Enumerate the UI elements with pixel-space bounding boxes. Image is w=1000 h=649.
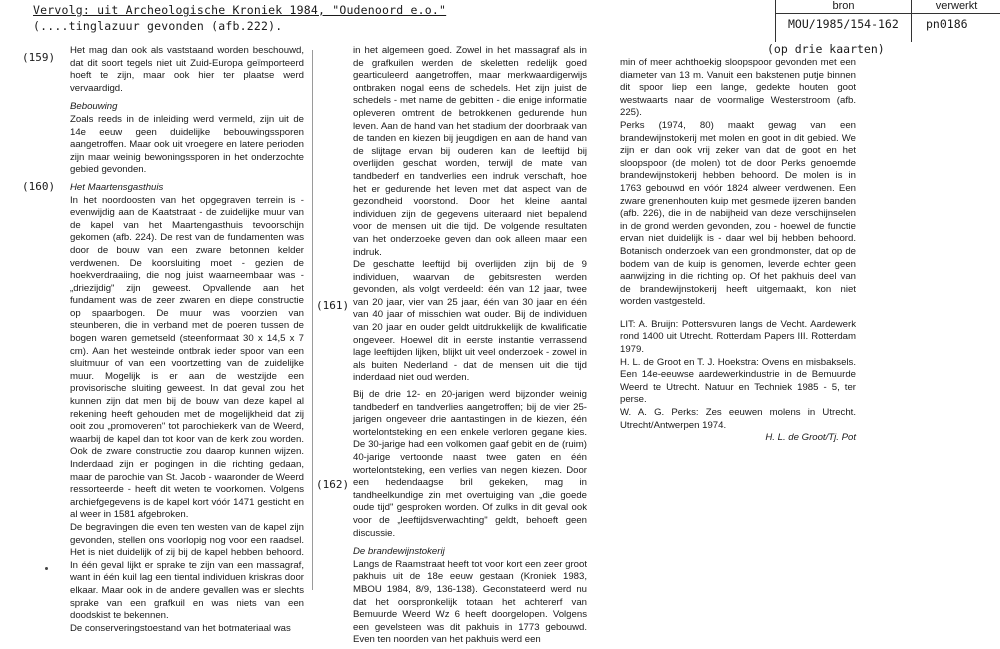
card-count-note: (op drie kaarten) <box>767 42 885 56</box>
paragraph-159: Het mag dan ook als vaststaand worden beschouwd, dat dit soort tegels niet uit Zuid-Europa geïmporteerd hoeft te zijn, maar ook hier ter plaatse werd vervaardigd. <box>70 45 304 94</box>
literature-perks: W. A. G. Perks: Zes eeuwen molens in Utrecht. Utrecht/Antwerpen 1974. <box>620 407 856 431</box>
scan-speck <box>45 567 48 570</box>
text-column-3 <box>620 57 856 445</box>
margin-number-161: (161) <box>316 299 350 312</box>
heading-bebouwing: Bebouwing <box>70 101 118 113</box>
literature-de-groot: H. L. de Groot en T. J. Hoekstra: Ovens en misbaksels. Een 14e-eeuwse aardewerkindustrie in de Bemuurde Weerd te Utrecht. Natuur en Techniek 1985 - 5, ter perse. <box>620 356 856 406</box>
text-column-1 <box>70 45 304 635</box>
reference-table <box>775 0 1000 42</box>
paragraph-sloopspoor: min of meer achthoekig sloopspoor gevonden met een diameter van 13 m. Vanuit een bakstenen putje binnen dit spoor liep een lange, gedekte houten goot westwaarts naar de voormalige Westerstroom (afb. 225). <box>620 57 856 119</box>
author-signature: H. L. de Groot/Tj. Pot <box>765 432 856 444</box>
paragraph-brandewijnstokerij: Langs de Raamstraat heeft tot voor kort een zeer groot pakhuis uit de 18e eeuw gestaan (Kroniek 1983, MBOU 1984, 8/9, 136-138). Geconstateerd werd nu dat het oorspronkelijk totaan het achtererf van Bemuurde Weerd Wz 6 heeft doorgelopen. Volgens een gevelsteen was dit pakhuis in 1773 gebouwd. Even ten noorden van het pakhuis werd een <box>353 558 587 646</box>
header-source-line: Vervolg: uit Archeologische Kroniek 1984, "Oudenoord e.o." <box>33 3 447 17</box>
margin-number-159: (159) <box>22 51 56 64</box>
text-column-2 <box>353 45 587 647</box>
paragraph-maartensgasthuis: In het noordoosten van het opgegraven terrein is - evenwijdig aan de Kaatstraat - de zuidelijke muur van de kapel van het Maartengasthuis tevoorschijn gekomen (afb. 224). De rest van de fundamenten was door de bouw van een zware betonnen kelder verdwenen. De koorsluiting moet - gezien de hoekverdraaiing, die nog juist waarneembaar was - „driezijdig" zijn geweest. Opvallende aan het fundament was de zeer zwaren en diepe constructie op spaarbogen. De muur was voorzien van steunberen, die in verband met de poeren tussen de bogen waren gemetseld (steenformaat 30 x 14,5 x 7 cm). Aan het westeinde ontbrak ieder spoor van een sluitmuur of van een voortzetting van de zuidelijke muur. Mogelijk is er aan de westzijde een provisorische sluiting geweest. In dat geval zou het kunnen zijn dat men bij de bouw van deze kapel al rekening heeft gehouden met de mogelijkheid dat zij ooit zou „promoveren" tot parochiekerk van de Weerd, waarbij de kapel dan tot koor van de kerk zou worden. Ook de zware constructie zou daarop kunnen wijzen. Inderdaad zijn er pogingen in die richting gedaan, maar de parochie van St. Jacob - waaronder de Weerd ressorteerde - heeft dit weten te voorkomen. Volgens archiefgegevens is de kapel kort vóór 1471 gesticht en al weer in 1581 afgebroken. <box>70 194 304 521</box>
paragraph-skeletten: in het algemeen goed. Zowel in het massagraf als in de grafkuilen werden de skeletten redelijk goed gearticuleerd aangetroffen, maar merkwaardigerwijs ontbraken nogal eens de schedels. Het zijn juist de schedels - met name de gebitten - die enige informatie opleveren omtrent de betrokkenen gedurende hun leven. Aan de hand van het stadium der doorbraak van de tanden en kiezen bij jeugdigen en aan de hand van de slijtage ervan bij ouderen kan de leeftijd bij overlijden geschat worden, terwijl de mate van tandbederf en tandverlies een indruk verschaft, hoe het er gedurende het leven met dat aspect van de gezondheid voorstond. Door het kleine aantal individuen zijn de gegevens uiteraard niet bepalend voor de mensen uit die tijd. De volgende resultaten van het onderzoeke geven dan ook alleen maar een indruk. <box>353 45 587 258</box>
verwerkt-header: verwerkt <box>935 0 978 12</box>
paragraph-leeftijd: De geschatte leeftijd bij overlijden zijn bij de 9 individuen, waarvan de gebitsresten werden gevonden, als volgt verdeeld: één van 12 jaar, twee van 20 jaar, vier van 25 jaar, één van 30 jaar en één van 40 jaar of misschien wat ouder. Bij de individuen van 20 jaar en ouder geldt uitdrukkelijk de kwalificatie ongeveer. Hoewel dit in eerste instantie verrassend lage leeftijden lijken, blijkt uit veel onderzoek - zowel in als buiten Nederland - dat de mensen uit die tijd inderdaad niet oud werden. <box>353 259 587 384</box>
paragraph-bebouwing: Zoals reeds in de inleiding werd vermeld, zijn uit de 14e eeuw geen duidelijke bebouwingssporen aangetroffen. Maar ook uit vroegere en latere perioden zijn maar weinig bewoningssporen in het onderzochte gebied gevonden. <box>70 113 304 176</box>
paragraph-begravingen: De begravingen die even ten westen van de kapel zijn gevonden, stellen ons voorlopig nog voor een raadsel. Het is niet duidelijk of zij bij de kapel hebben behoord. In één geval lijkt er sprake te zijn van een massagraf, want in één kuil lag een tiental individuen kriskras door elkaar. Maar ook in de andere gevallen was er slechts sprake van een grafkuil en was niets van een doodskist te bekennen. <box>70 521 304 622</box>
literature-bruijn: LIT: A. Bruijn: Pottersvuren langs de Vecht. Aardewerk rond 1400 uit Utrecht. Rotterdam Papers III. Rotterdam 1979. <box>620 318 856 356</box>
paragraph-perks: Perks (1974, 80) maakt gewag van een brandewijnstokerij met molen en goot in dit gebied. We zijn er dan ook vrij zeker van dat de goot en het sloopspoor (de molen) tot de door Perks genoemde brandewijnstokerij hebben behoord. De molen is in 1763 gebouwd en vóór 1824 alweer verdwenen. Een zware grenenhouten kuip met gesmede ijzeren banden (afb. 226), die in de nabijheid van deze verschijnselen in de grond werden gevonden, zou - hoewel de functie ervan niet duidelijk is - daar wel bij hebben behoord. Botanisch onderzoek van een grondmonster, dat op de bodem van de kuip is genomen, leverde echter geen aanwijzing in die richting op. Of het pakhuis deel van de brandewijnstokerij heeft uitgemaakt, kon niet worden vastgesteld. <box>620 119 856 308</box>
paragraph-conservering: De conserveringstoestand van het botmateriaal was <box>70 622 291 634</box>
column-divider <box>312 50 313 590</box>
bron-code: MOU/1985/154-162 <box>788 17 899 31</box>
heading-maartensgasthuis: Het Maartensgasthuis <box>70 181 164 193</box>
table-divider-horizontal <box>776 13 1000 14</box>
header-continuation-line: (....tinglazuur gevonden (afb.222). <box>33 19 283 33</box>
bron-header: bron <box>832 0 855 12</box>
heading-brandewijnstokerij: De brandewijnstokerij <box>353 546 445 558</box>
verwerkt-code: pn0186 <box>926 17 968 31</box>
margin-number-160: (160) <box>22 180 56 193</box>
margin-number-162: (162) <box>316 478 350 491</box>
paragraph-gebitten: Bij de drie 12- en 20-jarigen werd bijzonder weinig tandbederf en tandverlies aangetroffen; bij de vier 25-jarigen ongeveer drie aantastingen in de kiezen, één wortelontsteking en een enkele verloren gegane kies. De 30-jarige had een volkomen gaaf gebit en de (ruim) 40-jarige vertoonde naast twee gaten en één wortelontsteking, een verlies van negen kiezen. Door een hedendaagse bril gekeken, mag in tandheelkundige zin met overtuiging van „die goede oude tijd" gesproken worden. Of zulks in dit geval ook voor de „leeftijdsverwachting" geldt, behoeft geen discussie. <box>353 389 587 539</box>
